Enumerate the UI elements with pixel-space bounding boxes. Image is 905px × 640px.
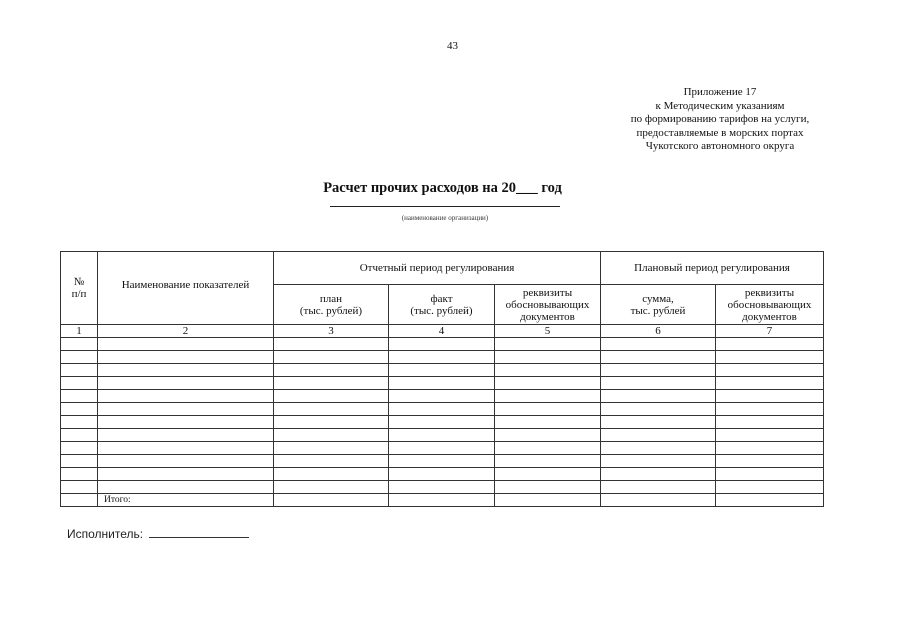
table-cell[interactable]	[274, 481, 389, 494]
table-cell[interactable]	[274, 455, 389, 468]
expenses-table	[60, 251, 824, 507]
table-cell[interactable]	[389, 338, 495, 351]
table-cell[interactable]	[389, 351, 495, 364]
table-cell[interactable]	[716, 455, 824, 468]
table-cell[interactable]	[389, 416, 495, 429]
header-fact: факт (тыс. рублей)	[389, 285, 495, 325]
table-cell[interactable]	[716, 364, 824, 377]
table-cell[interactable]	[98, 351, 274, 364]
header-planned-period: Плановый период регулирования	[601, 252, 824, 285]
table-row	[61, 481, 824, 494]
table-cell[interactable]	[98, 403, 274, 416]
header-plan: план (тыс. рублей)	[274, 285, 389, 325]
table-cell[interactable]	[389, 481, 495, 494]
executor-name-field[interactable]	[149, 526, 249, 538]
table-cell[interactable]	[495, 481, 601, 494]
column-number: 2	[98, 325, 274, 338]
table-cell[interactable]	[274, 390, 389, 403]
header-number: № п/п	[61, 252, 98, 325]
header-indicator-name: Наименование показателей	[98, 252, 274, 325]
table-cell[interactable]	[495, 416, 601, 429]
table-row	[61, 403, 824, 416]
organization-caption: (наименование организации)	[401, 214, 489, 222]
table-cell[interactable]	[601, 364, 716, 377]
table-cell[interactable]	[61, 416, 98, 429]
table-cell[interactable]	[61, 481, 98, 494]
column-number: 5	[495, 325, 601, 338]
table-cell[interactable]	[274, 338, 389, 351]
table-cell[interactable]	[61, 351, 98, 364]
table-cell[interactable]	[495, 455, 601, 468]
table-cell[interactable]	[274, 468, 389, 481]
table-cell[interactable]	[61, 338, 98, 351]
table-cell[interactable]	[61, 403, 98, 416]
table-cell[interactable]	[716, 481, 824, 494]
table-cell[interactable]	[98, 455, 274, 468]
table-cell[interactable]	[98, 390, 274, 403]
table-cell[interactable]	[274, 416, 389, 429]
table-cell[interactable]	[716, 390, 824, 403]
table-cell[interactable]	[274, 377, 389, 390]
table-row	[61, 442, 824, 455]
header-reporting-period: Отчетный период регулирования	[274, 252, 601, 285]
table-cell[interactable]	[601, 455, 716, 468]
table-cell[interactable]	[389, 403, 495, 416]
table-cell[interactable]	[601, 442, 716, 455]
table-cell[interactable]	[716, 442, 824, 455]
table-cell[interactable]	[98, 377, 274, 390]
table-cell[interactable]	[601, 338, 716, 351]
total-label: Итого:	[98, 494, 274, 507]
table-row	[61, 390, 824, 403]
table-row	[61, 429, 824, 442]
table-cell[interactable]	[495, 390, 601, 403]
column-numbers-row	[61, 325, 824, 338]
table-cell[interactable]	[601, 390, 716, 403]
table-cell[interactable]	[389, 429, 495, 442]
table-cell[interactable]	[389, 390, 495, 403]
table-row	[61, 416, 824, 429]
table-cell[interactable]	[274, 494, 389, 507]
table-cell[interactable]	[601, 494, 716, 507]
column-number: 3	[274, 325, 389, 338]
table-cell[interactable]	[389, 364, 495, 377]
table-cell[interactable]	[716, 377, 824, 390]
table-row	[61, 468, 824, 481]
table-cell[interactable]	[601, 377, 716, 390]
table-cell[interactable]	[495, 338, 601, 351]
appendix-line: Чукотского автономного округа	[645, 140, 795, 152]
table-cell[interactable]	[601, 403, 716, 416]
table-cell[interactable]	[274, 403, 389, 416]
table-cell[interactable]	[716, 403, 824, 416]
table-cell[interactable]	[495, 494, 601, 507]
table-cell[interactable]	[716, 468, 824, 481]
table-cell[interactable]	[716, 416, 824, 429]
table-cell[interactable]	[716, 494, 824, 507]
table-cell[interactable]	[61, 390, 98, 403]
table-cell[interactable]	[61, 468, 98, 481]
appendix-line: к Методическим указаниям	[655, 99, 785, 112]
table-cell[interactable]	[716, 429, 824, 442]
table-row	[61, 455, 824, 468]
table-cell[interactable]	[61, 364, 98, 377]
table-cell[interactable]	[601, 468, 716, 481]
table-cell[interactable]	[61, 429, 98, 442]
table-cell[interactable]	[389, 494, 495, 507]
table-cell[interactable]	[61, 455, 98, 468]
table-row	[61, 377, 824, 390]
table-row	[61, 338, 824, 351]
table-cell[interactable]	[274, 351, 389, 364]
table-cell[interactable]	[495, 377, 601, 390]
table-cell[interactable]	[389, 377, 495, 390]
table-cell[interactable]	[389, 468, 495, 481]
table-cell[interactable]	[274, 429, 389, 442]
appendix-line: предоставляемые в морских портах	[636, 126, 804, 139]
table-cell[interactable]	[495, 403, 601, 416]
appendix-line: Приложение 17	[683, 86, 757, 98]
total-row	[61, 494, 824, 507]
table-cell[interactable]	[61, 494, 98, 507]
column-number: 1	[61, 325, 98, 338]
header-docs-reporting: реквизиты обосновывающих документов	[495, 285, 601, 325]
table-cell[interactable]	[495, 468, 601, 481]
appendix-line: по формированию тарифов на услуги,	[630, 113, 810, 125]
table-cell[interactable]	[98, 416, 274, 429]
table-cell[interactable]	[495, 429, 601, 442]
table-cell[interactable]	[274, 364, 389, 377]
column-number: 7	[716, 325, 824, 338]
table-cell[interactable]	[61, 442, 98, 455]
executor-signature	[67, 526, 249, 541]
header-docs-planned: реквизиты обосновывающих документов	[716, 285, 824, 325]
table-cell[interactable]	[389, 442, 495, 455]
appendix-note	[600, 86, 840, 154]
table-cell[interactable]	[716, 338, 824, 351]
document-title: Расчет прочих расходов на 20___ год	[323, 180, 562, 196]
page-number: 43	[447, 40, 458, 52]
table-cell[interactable]	[601, 429, 716, 442]
table-cell[interactable]	[98, 442, 274, 455]
table-row	[61, 351, 824, 364]
table-cell[interactable]	[98, 338, 274, 351]
table-cell[interactable]	[495, 442, 601, 455]
table-row	[61, 364, 824, 377]
table-cell[interactable]	[274, 442, 389, 455]
table-cell[interactable]	[389, 455, 495, 468]
executor-label: Исполнитель:	[67, 527, 144, 541]
table-cell[interactable]	[98, 481, 274, 494]
table-cell[interactable]	[98, 364, 274, 377]
table-body	[61, 338, 824, 507]
table-cell[interactable]	[601, 416, 716, 429]
table-cell[interactable]	[495, 364, 601, 377]
table-cell[interactable]	[98, 429, 274, 442]
column-number: 4	[389, 325, 495, 338]
table-cell[interactable]	[98, 468, 274, 481]
table-cell[interactable]	[61, 377, 98, 390]
header-sum: сумма, тыс. рублей	[601, 285, 716, 325]
column-number: 6	[601, 325, 716, 338]
table-cell[interactable]	[495, 351, 601, 364]
table-cell[interactable]	[601, 481, 716, 494]
table-cell[interactable]	[601, 351, 716, 364]
table-cell[interactable]	[716, 351, 824, 364]
organization-name-field[interactable]	[330, 206, 560, 207]
